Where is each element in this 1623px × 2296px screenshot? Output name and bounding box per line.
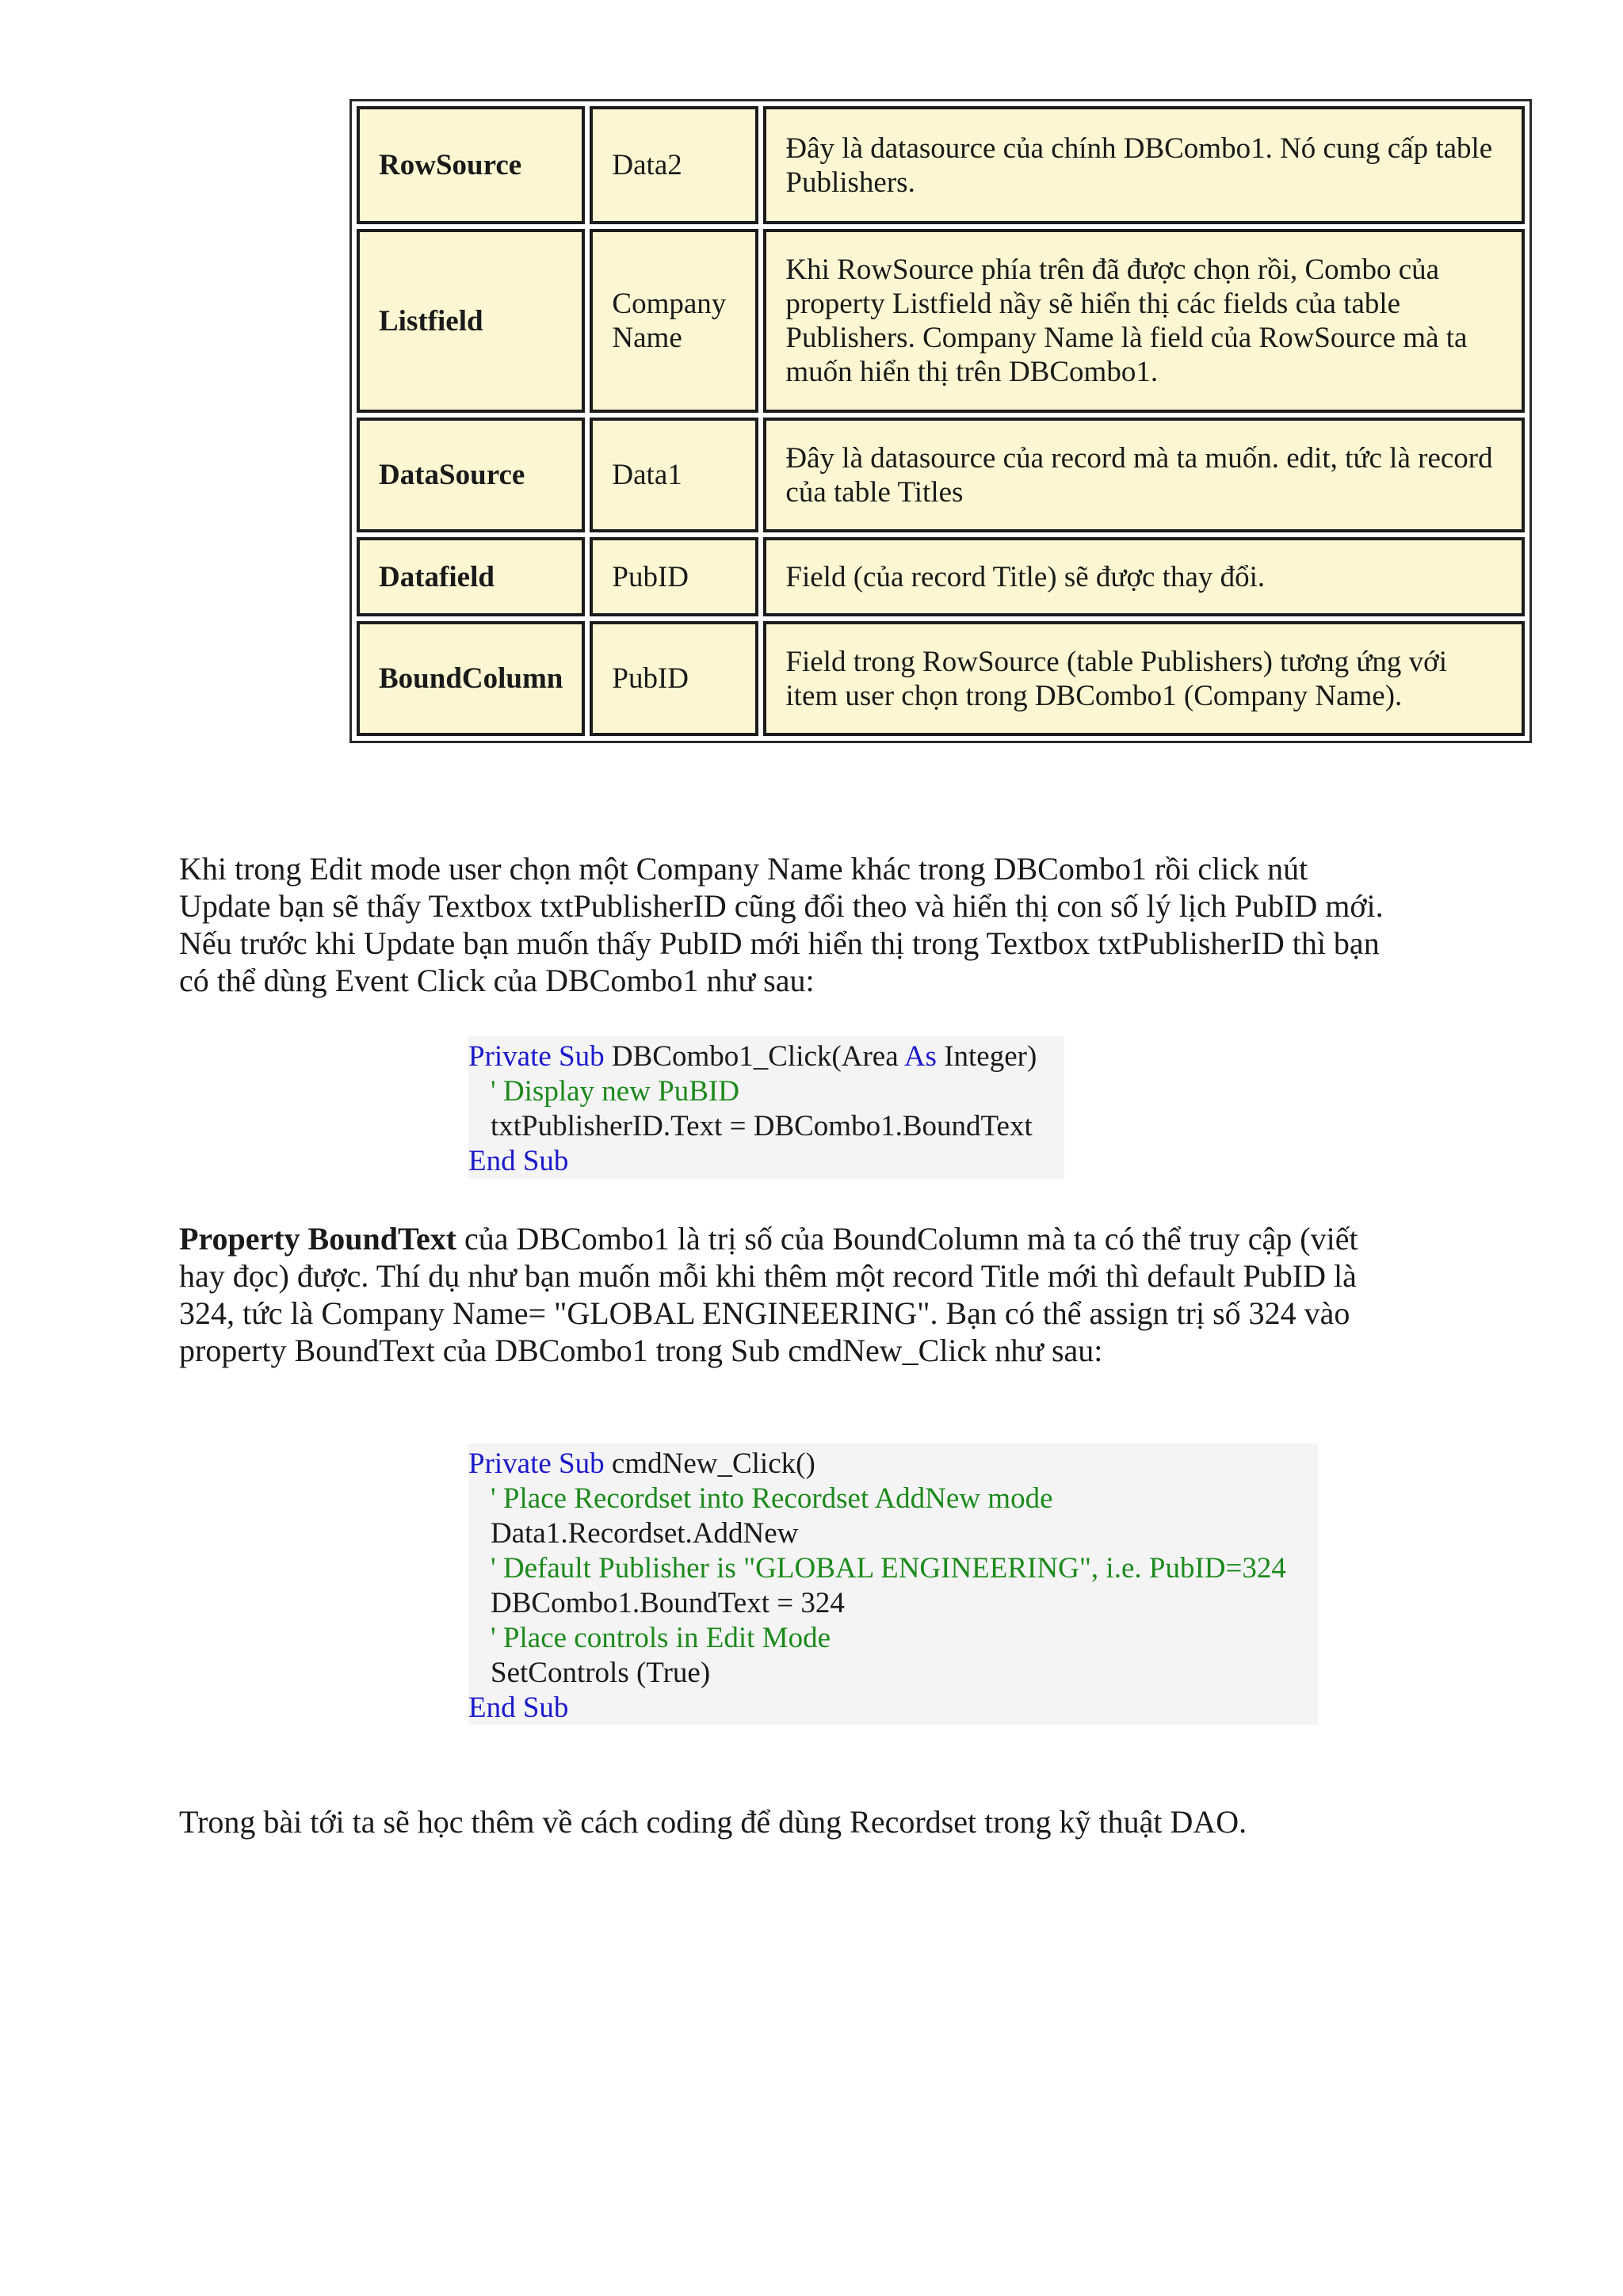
table-row <box>357 537 1525 616</box>
code-keyword: End Sub <box>468 1145 569 1177</box>
property-value: Data1 <box>590 418 758 532</box>
bold-term: Property BoundText <box>179 1221 457 1257</box>
code-block <box>468 1036 1064 1179</box>
property-description: Khi RowSource phía trên đã được chọn rồi, Combo của property Listfield nầy sẽ hiển thị các fields của table Publishers. Company Name là field của RowSource mà ta muốn hiển thị trên DBCombo1. <box>763 229 1525 413</box>
code-keyword: End Sub <box>468 1691 569 1724</box>
code-comment: ' Place Recordset into Recordset AddNew mode <box>491 1482 1053 1515</box>
code-text: txtPublisherID.Text = DBCombo1.BoundText <box>491 1110 1033 1142</box>
code-text: DBCombo1.BoundText = 324 <box>491 1587 845 1619</box>
property-value: PubID <box>590 537 758 616</box>
property-description: Field (của record Title) sẽ được thay đổi. <box>763 537 1525 616</box>
paragraph-text: của DBCombo1 là trị số của BoundColumn mà ta có thể truy cập (viết hay đọc) được. Thí dụ như bạn muốn mỗi khi thêm một record Title mới thì default PubID là 324, tức là Company Name= "GLOBAL ENGINEERING". Bạn có thể assign trị số 324 vào property BoundText của DBCombo1 trong Sub cmdNew_Click như sau: <box>179 1221 1358 1368</box>
code-line <box>468 1621 1318 1656</box>
properties-table <box>349 99 1532 743</box>
table-row <box>357 621 1525 736</box>
code-line <box>468 1074 1064 1109</box>
table-row <box>357 229 1525 413</box>
table-row <box>357 418 1525 532</box>
code-line <box>468 1144 1064 1179</box>
body-paragraph <box>179 1220 1400 1369</box>
code-keyword: Private Sub <box>468 1447 605 1480</box>
code-comment: ' Default Publisher is "GLOBAL ENGINEERING", i.e. PubID=324 <box>491 1552 1286 1585</box>
code-line <box>468 1551 1318 1586</box>
property-name: Datafield <box>357 537 585 616</box>
property-description: Đây là datasource của chính DBCombo1. Nó cung cấp table Publishers. <box>763 106 1525 224</box>
code-keyword: As <box>903 1040 937 1073</box>
code-comment: ' Display new PuBID <box>491 1075 739 1108</box>
code-block <box>468 1444 1318 1725</box>
property-name: RowSource <box>357 106 585 224</box>
code-text: DBCombo1_Click(Area <box>604 1040 904 1073</box>
code-text: cmdNew_Click() <box>604 1447 815 1480</box>
body-paragraph: Trong bài tới ta sẽ học thêm về cách coding để dùng Recordset trong kỹ thuật DAO. <box>179 1804 1247 1840</box>
property-name: Listfield <box>357 229 585 413</box>
code-text: Integer) <box>936 1040 1037 1073</box>
code-line <box>468 1109 1064 1144</box>
code-line <box>468 1516 1318 1551</box>
code-line <box>468 1039 1064 1074</box>
code-text: SetControls (True) <box>491 1657 711 1689</box>
property-value: Company Name <box>590 229 758 413</box>
property-value: Data2 <box>590 106 758 224</box>
code-text: Data1.Recordset.AddNew <box>491 1517 799 1550</box>
code-line <box>468 1447 1318 1482</box>
property-description: Field trong RowSource (table Publishers) tương ứng với item user chọn trong DBCombo1 (Company Name). <box>763 621 1525 736</box>
code-line <box>468 1691 1318 1726</box>
code-comment: ' Place controls in Edit Mode <box>491 1622 831 1654</box>
body-paragraph: Khi trong Edit mode user chọn một Company Name khác trong DBCombo1 rồi click nút Update bạn sẽ thấy Textbox txtPublisherID cũng đổi theo và hiển thị con số lý lịch PubID mới. Nếu trước khi Update bạn muốn thấy PubID mới hiển thị trong Textbox txtPublisherID thì bạn có thể dùng Event Click của DBCombo1 như sau: <box>179 851 1384 998</box>
code-line <box>468 1482 1318 1516</box>
table-row <box>357 106 1525 224</box>
property-value: PubID <box>590 621 758 736</box>
code-line <box>468 1586 1318 1621</box>
property-name: DataSource <box>357 418 585 532</box>
property-name: BoundColumn <box>357 621 585 736</box>
code-line <box>468 1656 1318 1691</box>
code-keyword: Private Sub <box>468 1040 605 1073</box>
property-description: Đây là datasource của record mà ta muốn. edit, tức là record của table Titles <box>763 418 1525 532</box>
